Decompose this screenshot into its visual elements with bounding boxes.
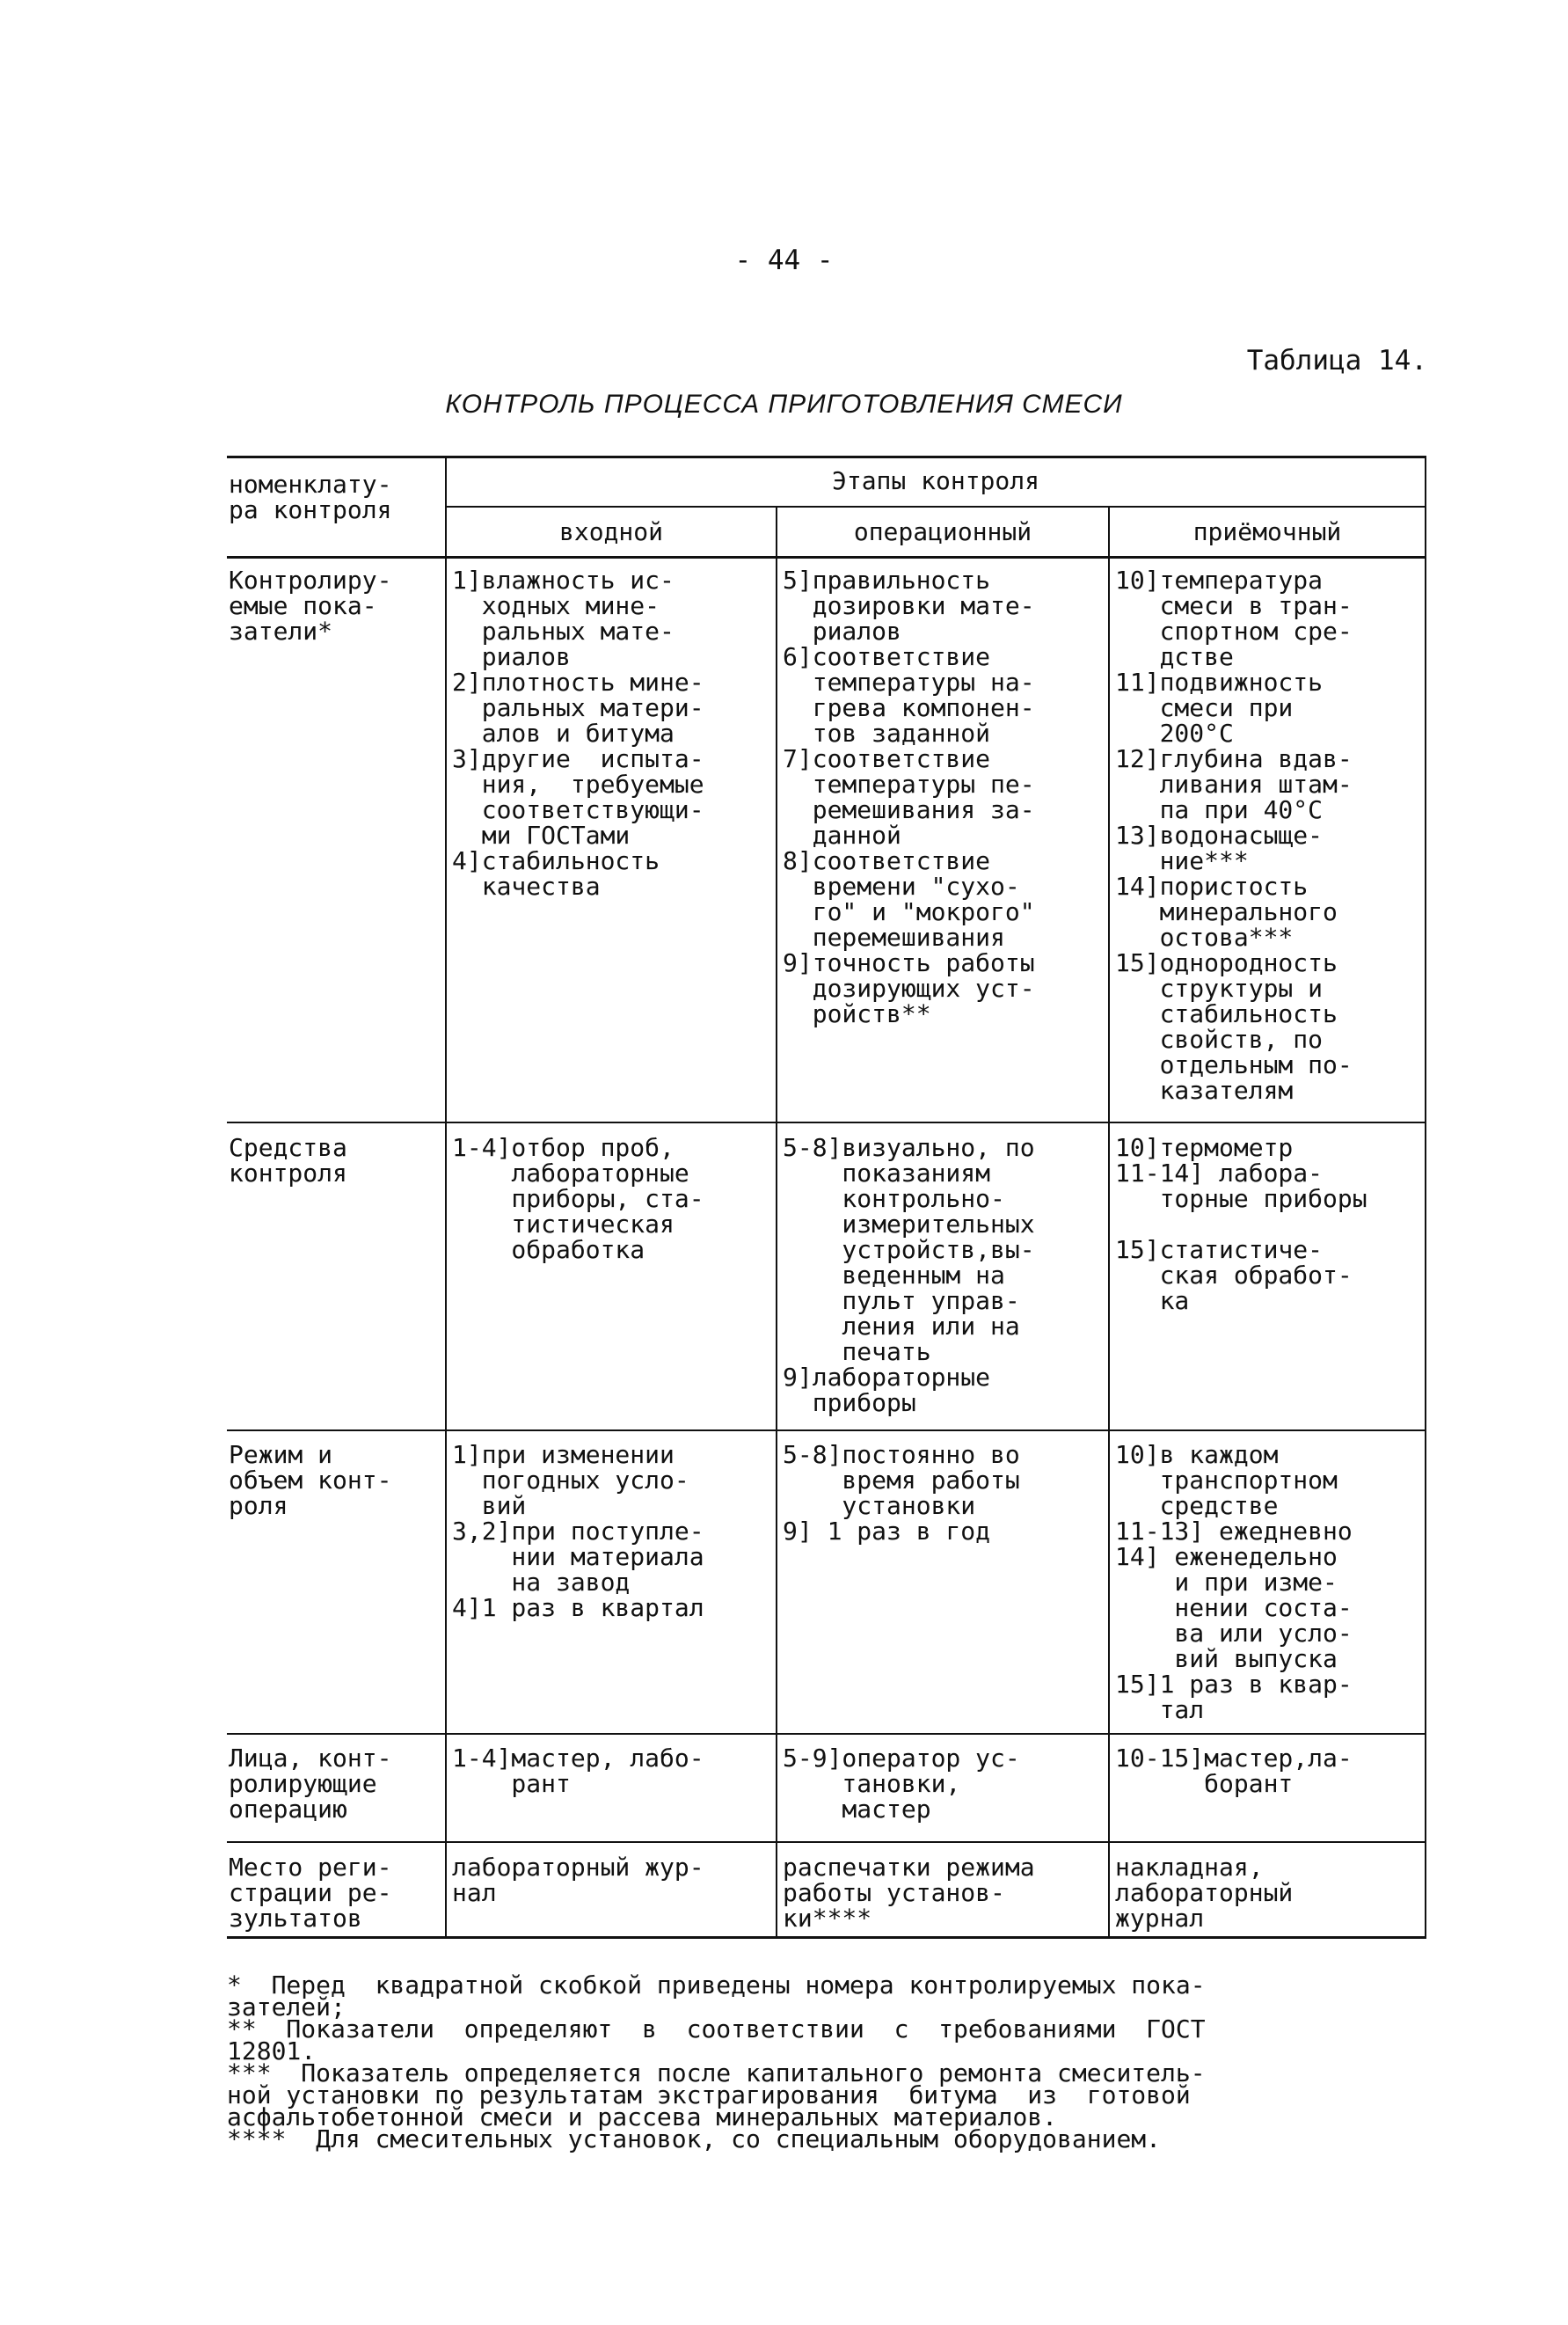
table-rule [445,506,1426,508]
cell-acceptance: 10]температура смеси в тран- спортном сре- дстве 11]подвижность смеси при 200°С 12]глубина вдав- ливания штам- па при 40°С 13]водонасыще- ние*** 14]пористость минерального остова*** 15]однородность структуры и стабильность свойств, по отдельным по- казателям [1115,566,1353,1105]
row-label: Контролиру- емые пока- затели* [229,566,392,646]
row-label: Место реги- страции ре- зультатов [229,1853,392,1933]
cell-operational: 5-9]оператор ус- тановки, мастер [783,1744,1020,1824]
cell-input: 1]влажность ис- ходных мине- ральных мате- риалов 2]плотность мине- ральных матери- алов и битума 3]другие испыта- ния, требуемые соответствующи- ми ГОСТами 4]стабильность качества [452,566,704,901]
table-rule [776,506,777,1939]
cell-operational: 5]правильность дозировки мате- риалов 6]соответствие температуры на- грева компонен- тов заданной 7]соответствие температуры пе- ремешивания за- данной 8]соответствие времени "сухо- го" и "мокрого" перемешивания 9]точность работы дозирующих уст- ройств** [783,566,1035,1028]
header-nomenclature: номенклату- ра контроля [229,470,392,524]
page-number: - 44 - [734,245,834,276]
footnote: * Перед квадратной скобкой приведены номера контролируемых пока- зателей; [227,1970,1206,2022]
table-rule [1425,456,1426,1939]
footnote: *** Показатель определяется после капитального ремонта смеситель- ной установки по результатам экстрагирования битума из готовой асфальтобетонной смеси и рассева минеральных материалов. [227,2058,1206,2131]
header-acceptance: приёмочный [1192,517,1342,546]
table-rule [445,456,447,1939]
control-table [227,456,1426,1939]
row-label: Средства контроля [229,1133,347,1188]
cell-input: 1-4]мастер, лабо- рант [452,1744,704,1798]
cell-operational: 5-8]постоянно во время работы установки 9] 1 раз в год [783,1440,1020,1546]
row-label: Лица, конт- ролирующие операцию [229,1744,392,1824]
table-rule [227,1429,1426,1431]
table-rule [227,1936,1426,1939]
footnote: **** Для смесительных установок, со специальным оборудованием. [227,2124,1162,2153]
cell-operational: распечатки режима работы установ- ки**** [783,1853,1035,1933]
table-title: КОНТРОЛЬ ПРОЦЕССА ПРИГОТОВЛЕНИЯ СМЕСИ [445,390,1123,419]
table-label: Таблица 14. [1246,345,1427,377]
cell-operational: 5-8]визуально, по показаниям контрольно- измерительных устройств,вы- веденным на пульт управ- ления или на печать 9]лабораторные приборы [783,1133,1035,1417]
table-rule [1108,506,1110,1939]
header-operational: операционный [853,517,1032,546]
cell-acceptance: накладная, лабораторный журнал [1115,1853,1294,1933]
cell-input: 1]при изменении погодных усло- вий 3,2]при поступле- нии материала на завод 4]1 раз в квартал [452,1440,704,1622]
footnote: ** Показатели определяют в соответствии с требованиями ГОСТ 12801. [227,2014,1206,2065]
header-input: входной [558,517,663,546]
cell-acceptance: 10-15]мастер,ла- борант [1115,1744,1353,1798]
table-rule [227,1733,1426,1735]
cell-input: 1-4]отбор проб, лабораторные приборы, ста- тистическая обработка [452,1133,704,1264]
cell-input: лабораторный жур- нал [452,1853,704,1907]
row-label: Режим и объем конт- роля [229,1440,392,1520]
table-rule [227,456,1426,458]
cell-acceptance: 10]термометр 11-14] лабора- торные приборы 15]статистиче- ская обработ- ка [1115,1133,1367,1315]
table-rule [227,556,1426,559]
header-stages: Этапы контроля [831,466,1039,495]
footnotes [227,1970,1440,2153]
table-rule [227,1841,1426,1843]
table-rule [227,1122,1426,1123]
cell-acceptance: 10]в каждом транспортном средстве 11-13] ежедневно 14] еженедельно и при изме- нении соста- ва или усло- вий выпуска 15]1 раз в квар- тал [1115,1440,1353,1724]
